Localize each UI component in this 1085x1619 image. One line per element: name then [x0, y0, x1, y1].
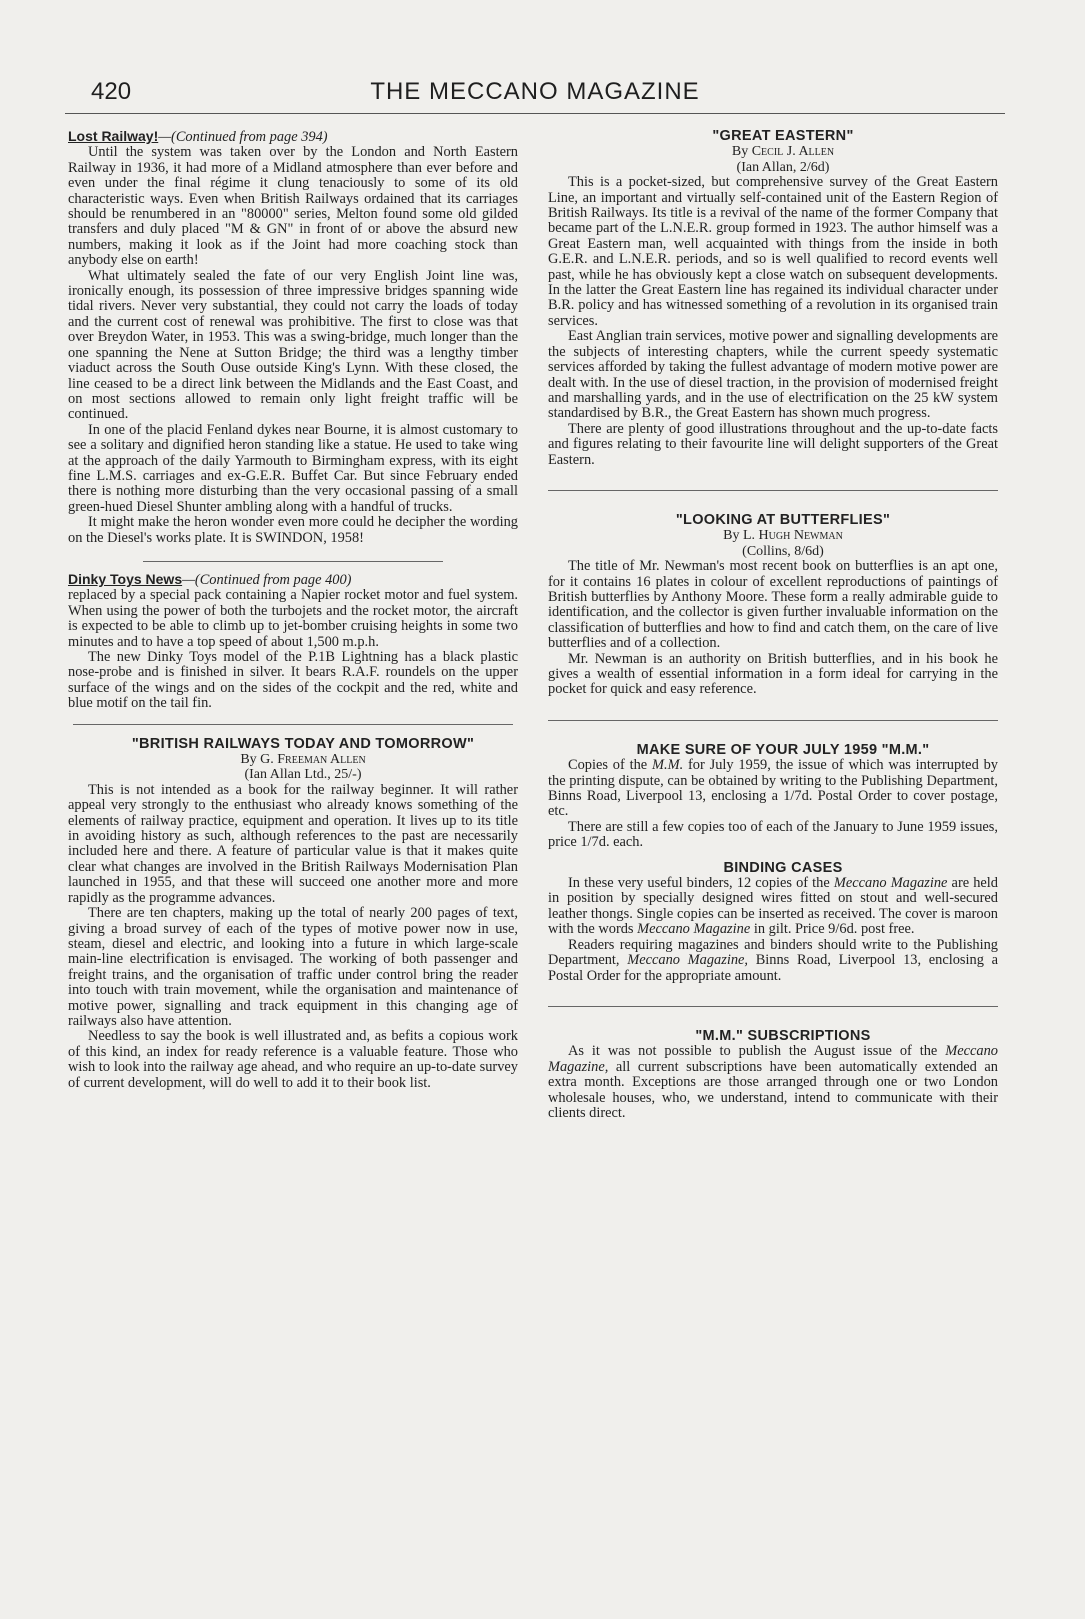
- section-divider: [143, 561, 443, 562]
- subscriptions-magazine-name: Meccano Magazine,: [548, 1043, 998, 1075]
- page-header: [65, 72, 1005, 112]
- butterflies-paragraph-1: The title of Mr. Newman's most recent book on butterflies is an apt one, for it contains 16 plates in colour of excellent reproductions of paintings of British butterflies by Anthony Moore. These form a really admirable guide to identification, and the collector is given further invaluable information on the classification of butterflies and how to find and catch them, on the care of live butterflies and of a collection.: [548, 558, 998, 652]
- binding-magazine-name: Meccano Magazine: [833, 875, 948, 892]
- binding-heading: BINDING CASES: [723, 859, 843, 876]
- great-eastern-byline: [548, 144, 998, 159]
- butterflies-heading: "LOOKING AT BUTTERFLIES": [675, 511, 891, 528]
- lost-railway-paragraph-2: What ultimately sealed the fate of our very English Joint line was, ironically enough, its possession of three impressive bridges spanning wide tidal rivers. Never very substantial, they could not carry the loads of today and the current cost of renewal was prohibitive. The first to close was that over Breydon Water, in 1953. This was a swing-bridge, much longer than the one spanning the Nene at Sutton Bridge; the third was a lengthy timber viaduct across the South Ouse outside King's Lynn. With these closed, the line ceased to be a direct link between the Midlands and the East Coast, and on most sections allowed to remain only light freight traffic will be continued.: [68, 267, 518, 423]
- right-column: [548, 129, 998, 1121]
- subscriptions-heading: "M.M." SUBSCRIPTIONS: [695, 1027, 871, 1044]
- subscriptions-paragraph: [548, 1044, 998, 1121]
- section-divider: [73, 724, 513, 725]
- great-eastern-paragraph-2: East Anglian train services, motive power and signalling developments are the subjects of interesting chapters, while the current speedy systematic services afforded by taking the fullest advantage of modern motive power are dealt with. In the use of diesel traction, in the provision of modernised freight and marshalling yards, and in the use of electrification on the 25 kW system standardised by B.R., the Great Eastern has shown much progress.: [548, 328, 999, 422]
- lost-railway-intro: [68, 129, 518, 145]
- lost-railway-paragraph-1: Until the system was taken over by the London and North Eastern Railway in 1936, it had more of a Midland atmosphere than ever before and even under the final régime it clung tenaciously to some of its old characteristic ways. Even when British Railways ordained that its carriages should be renumbered in an "80000" series, Melton found some old gilded transfers and duly placed "M & GN" in front of or above the absurd new numbers, making it look as if the Joint had more coaching stock than anybody else on earth!: [68, 144, 518, 269]
- lost-railway-title: Lost Railway!: [68, 128, 159, 144]
- brt-publisher: (Ian Allan Ltd., 25/-): [244, 767, 362, 783]
- butterflies-publisher: (Collins, 8/6d): [742, 543, 824, 559]
- binding-text: are held in position by specially designed wires fitted on stout and well-secured leather thongs. Single copies can be inserted as received. The cover is maroon with the words: [548, 875, 998, 938]
- lost-railway-paragraph-3: In one of the placid Fenland dykes near Bourne, it is almost customary to see a solitary and dignified heron standing like a statue. He used to take wing at the approach of the daily Yarmouth to Birmingham express, with its eight fine L.M.S. carriages and ex-G.E.R. Buffet Car. But since February ended there is nothing more disturbing than the very occasional passing of a small green-hued Diesel Shunter ambling along with a handful of trucks.: [68, 421, 518, 515]
- binding-text: Binns Road, Liverpool 13, enclosing a Postal Order for the appropriate amount.: [548, 952, 998, 984]
- brt-heading: "BRITISH RAILWAYS TODAY AND TOMORROW": [131, 735, 475, 752]
- header-rule: [65, 113, 1005, 114]
- binding-magazine-name: Meccano Magazine,: [627, 952, 748, 969]
- binding-text: In these very useful binders, 12 copies of the: [568, 875, 834, 892]
- dinky-paragraph-1: replaced by a special pack containing a Napier rocket motor and fuel system. When using the power of both the turbojets and the rocket motor, the aircraft is expected to be able to climb up to jet-bomber cruising heights in some two minutes and to have a top speed of about 1,500 m.p.h.: [68, 587, 518, 650]
- dinky-intro: [68, 572, 518, 588]
- brt-byline: [68, 752, 518, 767]
- great-eastern-author: Cecil J. Allen: [751, 144, 835, 160]
- brt-paragraph-1: This is not intended as a book for the railway beginner. It will rather appeal very strongly to the enthusiast who already knows something of the elements of railway practice, equipment and operation. It lives up to its title in avoiding history as such, although references to the past are necessarily included here and there. A feature of particular value is that it makes quite clear what changes are involved in the British Railways Modernisation Plan launched in 1955, and that these will succeed one another more and more rapidly as the programme advances.: [68, 781, 518, 906]
- great-eastern-heading: "GREAT EASTERN": [712, 128, 854, 144]
- great-eastern-paragraph-3: There are plenty of good illustrations throughout and the up-to-date facts and figures relating to their favourite line will delight supporters of the Great Eastern.: [548, 420, 998, 468]
- binding-paragraph-1: [548, 876, 998, 938]
- july-paragraph-2: There are still a few copies too of each of the January to June 1959 issues, price 1/7d. each.: [548, 818, 998, 851]
- july-mm: M.M.: [652, 757, 684, 774]
- page-title: THE MECCANO MAGAZINE: [370, 78, 700, 105]
- butterflies-byline: [548, 528, 998, 543]
- page-number: 420: [91, 78, 132, 105]
- brt-author: G. Freeman Allen: [260, 752, 366, 768]
- july-heading: MAKE SURE OF YOUR JULY 1959 "M.M.": [636, 741, 930, 758]
- july-text: Copies of the: [568, 757, 653, 774]
- binding-paragraph-2: [548, 938, 998, 984]
- subscriptions-text: As it was not possible to publish the August issue of the: [568, 1043, 946, 1060]
- dinky-title: Dinky Toys News: [68, 570, 183, 587]
- july-text: for July 1959, the issue of which was interrupted by the printing dispute, can be obtained by writing to the Publishing Department, Binns Road, Liverpool 13, enclosing a 1/7d. Postal Order to cover postage, etc.: [548, 757, 998, 820]
- butterflies-paragraph-2: Mr. Newman is an authority on British butterflies, and in his book he gives a wealth of essential information in a form ideal for carrying in the pocket for quick and easy reference.: [548, 650, 998, 698]
- subscriptions-text: all current subscriptions have been automatically extended an extra month. Exceptions are those arranged through one or two London wholesale houses, who, we understand, intend to communicate with their clients direct.: [548, 1058, 998, 1121]
- binding-magazine-name: Meccano Magazine: [637, 921, 751, 938]
- great-eastern-paragraph-1: This is a pocket-sized, but comprehensive survey of the Great Eastern Line, an important and virtually self-contained unit of the Eastern Region of British Railways. Its title is a revival of the name of the former Company that became part of the L.N.E.R. group formed in 1923. The author himself was a Great Eastern man, well acquainted with things from the inside in both G.E.R. and L.N.E.R. periods, and so is well qualified to record events well past, while he has obviously kept a close watch on subsequent developments. In the latter the Great Eastern line has regained its individual character under B.R. policy and has witnessed something of a revolution in its organised train services.: [548, 174, 998, 329]
- lost-railway-continued: —(Continued from page 394): [158, 129, 328, 145]
- dinky-paragraph-2: The new Dinky Toys model of the P.1B Lightning has a black plastic nose-probe and is finished in silver. It bears R.A.F. roundels on the upper surface of the wings and on the sides of the cockpit and the red, white and blue motif on the tail fin.: [68, 649, 518, 712]
- july-paragraph-1: [548, 758, 998, 820]
- binding-text: in gilt. Price 9/6d. post free.: [750, 921, 915, 938]
- brt-paragraph-3: Needless to say the book is well illustrated and, as befits a copious work of this kind, an index for ready reference is a valuable feature. Those who wish to look into the railway age ahead, and who require an up-to-date survey of current development, will do well to add it to their book list.: [68, 1028, 518, 1091]
- binding-text: Readers requiring magazines and binders should write to the Publishing Department,: [548, 936, 998, 969]
- great-eastern-by: By: [731, 144, 749, 160]
- butterflies-author: L. Hugh Newman: [743, 528, 843, 544]
- dinky-continued: —(Continued from page 400): [182, 571, 352, 588]
- butterflies-by: By: [723, 528, 740, 544]
- great-eastern-publisher: (Ian Allan, 2/6d): [736, 159, 830, 175]
- section-divider: [548, 720, 998, 721]
- brt-paragraph-2: There are ten chapters, making up the total of nearly 200 pages of text, giving a broad survey of each of the types of motive power now in use, steam, diesel and electric, and looking into a future in which large-scale main-line electrification is envisaged. The working of both passenger and freight trains, and the organisation of traffic under control bring the reader into touch with train movement, while the organisation and maintenance of motive power, signalling and track equipment in this changing age of railways also have attention.: [68, 905, 518, 1029]
- section-divider: [548, 490, 998, 491]
- left-column: [68, 129, 518, 1091]
- lost-railway-paragraph-4: It might make the heron wonder even more could he decipher the wording on the Diesel's works plate. It is SWINDON, 1958!: [68, 514, 518, 546]
- section-divider: [548, 1006, 998, 1007]
- brt-by: By: [240, 752, 257, 768]
